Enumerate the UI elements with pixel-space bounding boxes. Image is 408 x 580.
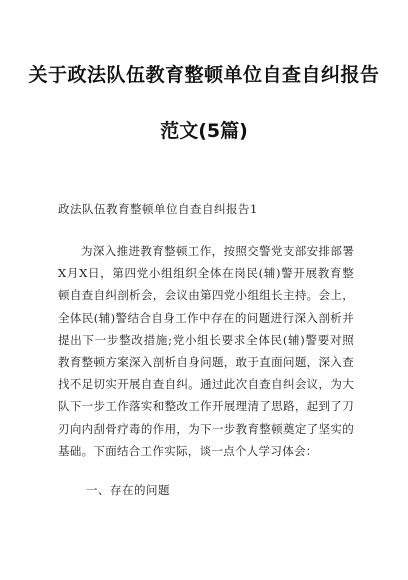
document-subtitle: 范文(5篇) [160,120,248,142]
subheading-existing-problems: 一、存在的问题 [86,483,170,497]
document-title: 关于政法队伍教育整顿单位自查自纠报告 [28,64,380,86]
section-heading: 政法队伍教育整顿单位自查自纠报告1 [58,202,258,216]
body-paragraph: 为深入推进教育整顿工作，按照交警党支部安排部署X月X日，第四党小组组织全体在岗民(辅)警开展教育整顿自查自纠剖析会，会议由第四党小组组长主持。会上，全体民(辅)警结合自身工作中存在的问题进行深入剖析并提出下一步整改措施;党小组长要求全体民(辅)警要对照教育整顿方案深入剖析自身问题，敢于直面问题，深入查找不足切实开展自查自纠。通过此次自查自纠会议，为大队下一步工作落实和整改工作开展理清了思路，起到了刀刃向内刮骨疗毒的作用，为下一步教育整顿奠定了坚实的基础。下面结合工作实际，谈一点个人学习体会： [58,244,354,458]
